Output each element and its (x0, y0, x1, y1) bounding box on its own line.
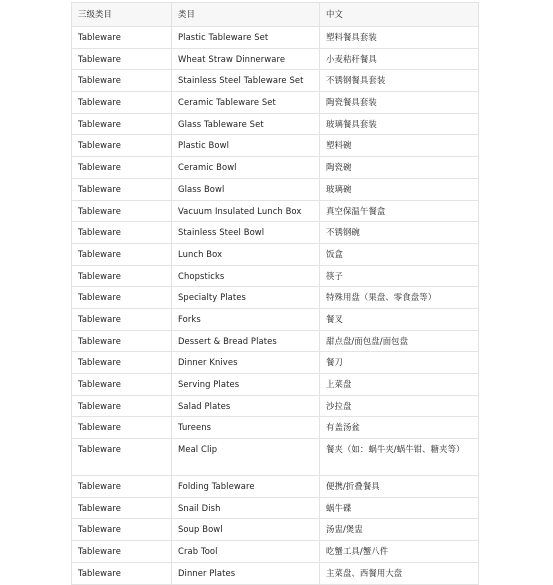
table-row (72, 439, 479, 476)
cell-level3-category: Tableware (72, 497, 172, 519)
cell-chinese: 特殊用盘（果盘、零食盘等） (320, 287, 479, 309)
cell-chinese: 主菜盘、西餐用大盘 (320, 562, 479, 584)
cell-chinese: 塑料餐具套装 (320, 27, 479, 49)
cell-level3-category: Tableware (72, 265, 172, 287)
cell-level3-category: Tableware (72, 157, 172, 179)
cell-level3-category: Tableware (72, 330, 172, 352)
table-row (72, 562, 479, 584)
cell-chinese: 陶瓷碗 (320, 157, 479, 179)
table-row (72, 287, 479, 309)
cell-chinese: 筷子 (320, 265, 479, 287)
cell-category: Ceramic Tableware Set (172, 92, 320, 114)
table-row (72, 541, 479, 563)
cell-level3-category: Tableware (72, 439, 172, 476)
cell-category: Serving Plates (172, 374, 320, 396)
cell-category: Crab Tool (172, 541, 320, 563)
table-row (72, 200, 479, 222)
cell-category: Dessert & Bread Plates (172, 330, 320, 352)
table-row (72, 395, 479, 417)
cell-level3-category: Tableware (72, 178, 172, 200)
cell-chinese: 玻璃餐具套装 (320, 113, 479, 135)
cell-category: Stainless Steel Tableware Set (172, 70, 320, 92)
cell-chinese: 蜗牛碟 (320, 497, 479, 519)
category-table-container (71, 2, 478, 585)
cell-chinese: 饭盒 (320, 243, 479, 265)
cell-category: Dinner Knives (172, 352, 320, 374)
cell-level3-category: Tableware (72, 135, 172, 157)
table-row (72, 243, 479, 265)
cell-chinese: 餐刀 (320, 352, 479, 374)
cell-level3-category: Tableware (72, 519, 172, 541)
cell-level3-category: Tableware (72, 222, 172, 244)
table-row (72, 265, 479, 287)
cell-category: Tureens (172, 417, 320, 439)
cell-level3-category: Tableware (72, 374, 172, 396)
cell-level3-category: Tableware (72, 287, 172, 309)
cell-chinese: 沙拉盘 (320, 395, 479, 417)
table-row (72, 178, 479, 200)
header-chinese: 中文 (320, 3, 479, 27)
cell-category: Plastic Tableware Set (172, 27, 320, 49)
header-row (72, 3, 479, 27)
cell-category: Plastic Bowl (172, 135, 320, 157)
cell-chinese: 吃蟹工具/蟹八件 (320, 541, 479, 563)
cell-chinese: 上菜盘 (320, 374, 479, 396)
cell-level3-category: Tableware (72, 417, 172, 439)
cell-category: Chopsticks (172, 265, 320, 287)
cell-chinese: 陶瓷餐具套装 (320, 92, 479, 114)
cell-category: Lunch Box (172, 243, 320, 265)
cell-chinese: 玻璃碗 (320, 178, 479, 200)
table-row (72, 352, 479, 374)
cell-chinese: 汤盅/煲盅 (320, 519, 479, 541)
cell-chinese: 小麦秸秆餐具 (320, 48, 479, 70)
table-row (72, 476, 479, 498)
cell-category: Soup Bowl (172, 519, 320, 541)
table-body (72, 27, 479, 585)
cell-category: Dinner Plates (172, 562, 320, 584)
cell-category: Meal Clip (172, 439, 320, 476)
table-row (72, 48, 479, 70)
cell-level3-category: Tableware (72, 200, 172, 222)
cell-chinese: 真空保温午餐盒 (320, 200, 479, 222)
table-row (72, 92, 479, 114)
cell-category: Forks (172, 308, 320, 330)
cell-level3-category: Tableware (72, 243, 172, 265)
cell-category: Glass Bowl (172, 178, 320, 200)
table-row (72, 497, 479, 519)
table-row (72, 157, 479, 179)
cell-level3-category: Tableware (72, 27, 172, 49)
header-level3-category: 三级类目 (72, 3, 172, 27)
cell-chinese: 甜点盘/面包盘/面包盘 (320, 330, 479, 352)
cell-category: Glass Tableware Set (172, 113, 320, 135)
cell-chinese: 便携/折叠餐具 (320, 476, 479, 498)
cell-chinese: 餐夹（如：蜗牛夹/蜗牛钳、糖夹等） (320, 439, 479, 476)
cell-chinese: 不锈钢餐具套装 (320, 70, 479, 92)
table-header (72, 3, 479, 27)
table-row (72, 308, 479, 330)
table-row (72, 113, 479, 135)
cell-level3-category: Tableware (72, 395, 172, 417)
cell-category: Vacuum Insulated Lunch Box (172, 200, 320, 222)
cell-category: Ceramic Bowl (172, 157, 320, 179)
cell-category: Folding Tableware (172, 476, 320, 498)
cell-chinese: 不锈钢碗 (320, 222, 479, 244)
cell-level3-category: Tableware (72, 352, 172, 374)
cell-level3-category: Tableware (72, 562, 172, 584)
cell-chinese: 塑料碗 (320, 135, 479, 157)
table-row (72, 417, 479, 439)
table-row (72, 222, 479, 244)
cell-level3-category: Tableware (72, 541, 172, 563)
cell-level3-category: Tableware (72, 48, 172, 70)
table-row (72, 27, 479, 49)
cell-category: Wheat Straw Dinnerware (172, 48, 320, 70)
cell-level3-category: Tableware (72, 92, 172, 114)
table-row (72, 135, 479, 157)
cell-level3-category: Tableware (72, 308, 172, 330)
cell-chinese: 有盖汤盆 (320, 417, 479, 439)
cell-level3-category: Tableware (72, 476, 172, 498)
table-row (72, 330, 479, 352)
category-table (71, 2, 479, 585)
cell-category: Salad Plates (172, 395, 320, 417)
table-row (72, 519, 479, 541)
table-row (72, 70, 479, 92)
cell-category: Stainless Steel Bowl (172, 222, 320, 244)
cell-category: Specialty Plates (172, 287, 320, 309)
cell-category: Snail Dish (172, 497, 320, 519)
cell-level3-category: Tableware (72, 70, 172, 92)
table-row (72, 374, 479, 396)
cell-chinese: 餐叉 (320, 308, 479, 330)
cell-level3-category: Tableware (72, 113, 172, 135)
header-category: 类目 (172, 3, 320, 27)
